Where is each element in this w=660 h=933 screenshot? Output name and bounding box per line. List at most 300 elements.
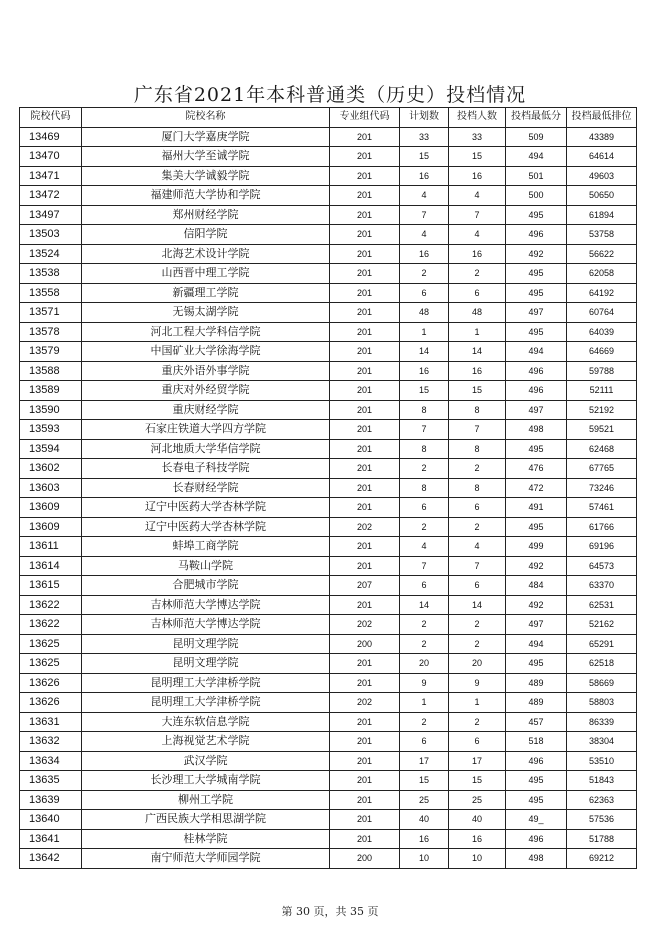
school-code-cell: 13603 [20, 478, 82, 498]
admitted-count-cell: 16 [449, 244, 506, 264]
min-rank-cell: 58669 [567, 673, 637, 693]
school-code-cell: 13594 [20, 439, 82, 459]
admitted-count-cell: 1 [449, 322, 506, 342]
min-score-cell: 494 [506, 147, 567, 167]
school-name-cell: 长春财经学院 [82, 478, 330, 498]
table-row [20, 342, 637, 362]
admitted-count-cell: 14 [449, 595, 506, 615]
plan-count-cell: 48 [400, 303, 449, 323]
min-rank-cell: 69196 [567, 537, 637, 557]
school-code-cell: 13503 [20, 225, 82, 245]
school-name-cell: 大连东软信息学院 [82, 712, 330, 732]
school-name-cell: 辽宁中医药大学杏林学院 [82, 498, 330, 518]
school-name-cell: 河北工程大学科信学院 [82, 322, 330, 342]
min-score-cell: 498 [506, 420, 567, 440]
school-code-cell: 13609 [20, 517, 82, 537]
plan-count-cell: 16 [400, 244, 449, 264]
admitted-count-cell: 16 [449, 166, 506, 186]
table-row [20, 829, 637, 849]
plan-count-cell: 20 [400, 654, 449, 674]
min-rank-cell: 62058 [567, 264, 637, 284]
school-name-cell: 吉林师范大学博达学院 [82, 595, 330, 615]
school-name-cell: 上海视觉艺术学院 [82, 732, 330, 752]
table-header-row [20, 108, 637, 128]
table-row [20, 225, 637, 245]
table-row [20, 576, 637, 596]
school-code-cell: 13641 [20, 829, 82, 849]
min-score-cell: 495 [506, 517, 567, 537]
min-score-cell: 495 [506, 439, 567, 459]
school-name-cell: 昆明理工大学津桥学院 [82, 673, 330, 693]
admitted-count-cell: 2 [449, 615, 506, 635]
plan-count-cell: 15 [400, 771, 449, 791]
page-title: 广东省2021年本科普通类（历史）投档情况 [133, 84, 527, 106]
school-code-cell: 13571 [20, 303, 82, 323]
min-rank-cell: 57461 [567, 498, 637, 518]
admitted-count-cell: 2 [449, 264, 506, 284]
min-score-cell: 457 [506, 712, 567, 732]
school-code-cell: 13469 [20, 127, 82, 147]
min-rank-cell: 64192 [567, 283, 637, 303]
plan-count-cell: 14 [400, 595, 449, 615]
table-row [20, 205, 637, 225]
group-code-cell: 201 [330, 225, 400, 245]
min-score-cell: 498 [506, 849, 567, 869]
school-name-cell: 重庆对外经贸学院 [82, 381, 330, 401]
plan-count-cell: 15 [400, 381, 449, 401]
group-code-cell: 201 [330, 342, 400, 362]
table-row [20, 166, 637, 186]
admitted-count-cell: 2 [449, 634, 506, 654]
group-code-cell: 201 [330, 790, 400, 810]
table-row [20, 615, 637, 635]
min-score-cell: 492 [506, 556, 567, 576]
school-name-cell: 吉林师范大学博达学院 [82, 615, 330, 635]
group-code-cell: 201 [330, 732, 400, 752]
admitted-count-cell: 7 [449, 205, 506, 225]
min-score-cell: 501 [506, 166, 567, 186]
min-rank-cell: 56622 [567, 244, 637, 264]
school-code-cell: 13579 [20, 342, 82, 362]
admission-table [19, 107, 637, 869]
school-code-cell: 13558 [20, 283, 82, 303]
plan-count-cell: 6 [400, 576, 449, 596]
group-code-cell: 202 [330, 693, 400, 713]
plan-count-cell: 2 [400, 712, 449, 732]
school-code-cell: 13625 [20, 634, 82, 654]
admitted-count-cell: 16 [449, 361, 506, 381]
min-score-cell: 497 [506, 303, 567, 323]
admitted-count-cell: 7 [449, 420, 506, 440]
admitted-count-cell: 2 [449, 459, 506, 479]
column-header-admitted: 投档人数 [449, 108, 506, 128]
school-code-cell: 13602 [20, 459, 82, 479]
admitted-count-cell: 20 [449, 654, 506, 674]
group-code-cell: 201 [330, 205, 400, 225]
group-code-cell: 201 [330, 420, 400, 440]
school-code-cell: 13472 [20, 186, 82, 206]
group-code-cell: 201 [330, 459, 400, 479]
plan-count-cell: 33 [400, 127, 449, 147]
group-code-cell: 201 [330, 654, 400, 674]
school-name-cell: 无锡太湖学院 [82, 303, 330, 323]
min-score-cell: 495 [506, 771, 567, 791]
admitted-count-cell: 14 [449, 342, 506, 362]
column-header-min-score: 投档最低分 [506, 108, 567, 128]
plan-count-cell: 7 [400, 420, 449, 440]
plan-count-cell: 15 [400, 147, 449, 167]
group-code-cell: 201 [330, 673, 400, 693]
school-name-cell: 福建师范大学协和学院 [82, 186, 330, 206]
table-row [20, 537, 637, 557]
min-score-cell: 472 [506, 478, 567, 498]
group-code-cell: 202 [330, 615, 400, 635]
group-code-cell: 201 [330, 595, 400, 615]
min-rank-cell: 49603 [567, 166, 637, 186]
school-name-cell: 石家庄铁道大学四方学院 [82, 420, 330, 440]
group-code-cell: 201 [330, 186, 400, 206]
min-score-cell: 495 [506, 264, 567, 284]
admitted-count-cell: 6 [449, 732, 506, 752]
table-row [20, 810, 637, 830]
table-row [20, 693, 637, 713]
plan-count-cell: 2 [400, 517, 449, 537]
table-row [20, 439, 637, 459]
min-score-cell: 496 [506, 361, 567, 381]
min-rank-cell: 38304 [567, 732, 637, 752]
min-rank-cell: 67765 [567, 459, 637, 479]
admitted-count-cell: 6 [449, 283, 506, 303]
plan-count-cell: 40 [400, 810, 449, 830]
school-name-cell: 河北地质大学华信学院 [82, 439, 330, 459]
admitted-count-cell: 4 [449, 225, 506, 245]
group-code-cell: 201 [330, 147, 400, 167]
min-score-cell: 491 [506, 498, 567, 518]
table-row [20, 322, 637, 342]
column-header-school-name: 院校名称 [82, 108, 330, 128]
school-name-cell: 重庆财经学院 [82, 400, 330, 420]
school-code-cell: 13639 [20, 790, 82, 810]
min-score-cell: 494 [506, 634, 567, 654]
min-rank-cell: 62518 [567, 654, 637, 674]
school-code-cell: 13614 [20, 556, 82, 576]
admitted-count-cell: 2 [449, 517, 506, 537]
min-score-cell: 495 [506, 654, 567, 674]
group-code-cell: 201 [330, 498, 400, 518]
admitted-count-cell: 4 [449, 186, 506, 206]
admitted-count-cell: 40 [449, 810, 506, 830]
group-code-cell: 201 [330, 322, 400, 342]
admitted-count-cell: 7 [449, 556, 506, 576]
min-score-cell: 495 [506, 283, 567, 303]
group-code-cell: 200 [330, 634, 400, 654]
school-name-cell: 昆明文理学院 [82, 654, 330, 674]
min-rank-cell: 64669 [567, 342, 637, 362]
group-code-cell: 201 [330, 127, 400, 147]
min-rank-cell: 52111 [567, 381, 637, 401]
table-row [20, 654, 637, 674]
admitted-count-cell: 8 [449, 439, 506, 459]
admitted-count-cell: 6 [449, 498, 506, 518]
min-rank-cell: 61894 [567, 205, 637, 225]
school-name-cell: 集美大学诚毅学院 [82, 166, 330, 186]
school-name-cell: 蚌埠工商学院 [82, 537, 330, 557]
school-code-cell: 13626 [20, 673, 82, 693]
group-code-cell: 202 [330, 517, 400, 537]
plan-count-cell: 25 [400, 790, 449, 810]
table-row [20, 264, 637, 284]
group-code-cell: 201 [330, 771, 400, 791]
admitted-count-cell: 6 [449, 576, 506, 596]
column-header-school-code: 院校代码 [20, 108, 82, 128]
min-score-cell: 49_ [506, 810, 567, 830]
min-score-cell: 496 [506, 381, 567, 401]
min-rank-cell: 62468 [567, 439, 637, 459]
min-rank-cell: 53758 [567, 225, 637, 245]
min-rank-cell: 57536 [567, 810, 637, 830]
school-name-cell: 新疆理工学院 [82, 283, 330, 303]
min-score-cell: 497 [506, 615, 567, 635]
plan-count-cell: 2 [400, 264, 449, 284]
school-name-cell: 广西民族大学相思湖学院 [82, 810, 330, 830]
group-code-cell: 201 [330, 712, 400, 732]
school-code-cell: 13622 [20, 615, 82, 635]
plan-count-cell: 16 [400, 829, 449, 849]
plan-count-cell: 7 [400, 205, 449, 225]
school-name-cell: 武汉学院 [82, 751, 330, 771]
plan-count-cell: 7 [400, 556, 449, 576]
min-score-cell: 495 [506, 790, 567, 810]
school-name-cell: 重庆外语外事学院 [82, 361, 330, 381]
min-rank-cell: 63370 [567, 576, 637, 596]
group-code-cell: 201 [330, 244, 400, 264]
school-code-cell: 13631 [20, 712, 82, 732]
min-rank-cell: 64573 [567, 556, 637, 576]
min-rank-cell: 50650 [567, 186, 637, 206]
min-rank-cell: 69212 [567, 849, 637, 869]
admitted-count-cell: 16 [449, 829, 506, 849]
min-rank-cell: 61766 [567, 517, 637, 537]
admitted-count-cell: 8 [449, 400, 506, 420]
min-rank-cell: 64039 [567, 322, 637, 342]
min-rank-cell: 52162 [567, 615, 637, 635]
admitted-count-cell: 15 [449, 381, 506, 401]
group-code-cell: 200 [330, 849, 400, 869]
admitted-count-cell: 9 [449, 673, 506, 693]
min-rank-cell: 73246 [567, 478, 637, 498]
group-code-cell: 201 [330, 537, 400, 557]
column-header-group-code: 专业组代码 [330, 108, 400, 128]
admitted-count-cell: 4 [449, 537, 506, 557]
school-code-cell: 13615 [20, 576, 82, 596]
table-row [20, 127, 637, 147]
school-name-cell: 中国矿业大学徐海学院 [82, 342, 330, 362]
table-row [20, 478, 637, 498]
min-score-cell: 500 [506, 186, 567, 206]
admitted-count-cell: 48 [449, 303, 506, 323]
school-code-cell: 13611 [20, 537, 82, 557]
admitted-count-cell: 2 [449, 712, 506, 732]
group-code-cell: 207 [330, 576, 400, 596]
table-row [20, 751, 637, 771]
school-code-cell: 13590 [20, 400, 82, 420]
plan-count-cell: 1 [400, 322, 449, 342]
group-code-cell: 201 [330, 303, 400, 323]
school-code-cell: 13538 [20, 264, 82, 284]
school-name-cell: 山西晋中理工学院 [82, 264, 330, 284]
school-name-cell: 昆明理工大学津桥学院 [82, 693, 330, 713]
min-score-cell: 489 [506, 673, 567, 693]
admitted-count-cell: 15 [449, 771, 506, 791]
admitted-count-cell: 1 [449, 693, 506, 713]
plan-count-cell: 6 [400, 498, 449, 518]
min-rank-cell: 58803 [567, 693, 637, 713]
table-row [20, 595, 637, 615]
min-score-cell: 489 [506, 693, 567, 713]
admitted-count-cell: 8 [449, 478, 506, 498]
school-name-cell: 郑州财经学院 [82, 205, 330, 225]
plan-count-cell: 16 [400, 361, 449, 381]
min-score-cell: 492 [506, 244, 567, 264]
group-code-cell: 201 [330, 810, 400, 830]
table-row [20, 283, 637, 303]
min-rank-cell: 59788 [567, 361, 637, 381]
school-code-cell: 13588 [20, 361, 82, 381]
plan-count-cell: 2 [400, 459, 449, 479]
min-score-cell: 484 [506, 576, 567, 596]
page-footer: 第 30 页，共 35 页 [281, 905, 379, 918]
min-rank-cell: 43389 [567, 127, 637, 147]
school-code-cell: 13470 [20, 147, 82, 167]
school-code-cell: 13578 [20, 322, 82, 342]
school-name-cell: 南宁师范大学师园学院 [82, 849, 330, 869]
table-row [20, 147, 637, 167]
column-header-plan: 计划数 [400, 108, 449, 128]
school-name-cell: 长沙理工大学城南学院 [82, 771, 330, 791]
plan-count-cell: 9 [400, 673, 449, 693]
plan-count-cell: 2 [400, 615, 449, 635]
school-name-cell: 辽宁中医药大学杏林学院 [82, 517, 330, 537]
table-row [20, 517, 637, 537]
plan-count-cell: 10 [400, 849, 449, 869]
table-row [20, 381, 637, 401]
school-name-cell: 福州大学至诚学院 [82, 147, 330, 167]
table-row [20, 790, 637, 810]
table-row [20, 303, 637, 323]
table-row [20, 244, 637, 264]
min-rank-cell: 62531 [567, 595, 637, 615]
admitted-count-cell: 15 [449, 147, 506, 167]
plan-count-cell: 6 [400, 732, 449, 752]
school-code-cell: 13640 [20, 810, 82, 830]
school-code-cell: 13626 [20, 693, 82, 713]
min-score-cell: 518 [506, 732, 567, 752]
group-code-cell: 201 [330, 166, 400, 186]
plan-count-cell: 4 [400, 225, 449, 245]
admitted-count-cell: 33 [449, 127, 506, 147]
school-name-cell: 北海艺术设计学院 [82, 244, 330, 264]
admitted-count-cell: 17 [449, 751, 506, 771]
group-code-cell: 201 [330, 283, 400, 303]
min-rank-cell: 86339 [567, 712, 637, 732]
school-name-cell: 厦门大学嘉庚学院 [82, 127, 330, 147]
plan-count-cell: 17 [400, 751, 449, 771]
school-code-cell: 13634 [20, 751, 82, 771]
school-code-cell: 13524 [20, 244, 82, 264]
plan-count-cell: 1 [400, 693, 449, 713]
school-name-cell: 信阳学院 [82, 225, 330, 245]
table-row [20, 420, 637, 440]
min-score-cell: 494 [506, 342, 567, 362]
school-code-cell: 13609 [20, 498, 82, 518]
group-code-cell: 201 [330, 439, 400, 459]
min-score-cell: 476 [506, 459, 567, 479]
plan-count-cell: 2 [400, 634, 449, 654]
table-row [20, 712, 637, 732]
min-score-cell: 496 [506, 829, 567, 849]
min-score-cell: 497 [506, 400, 567, 420]
table-row [20, 400, 637, 420]
school-code-cell: 13625 [20, 654, 82, 674]
min-rank-cell: 59521 [567, 420, 637, 440]
table-row [20, 459, 637, 479]
school-code-cell: 13593 [20, 420, 82, 440]
min-score-cell: 496 [506, 225, 567, 245]
group-code-cell: 201 [330, 478, 400, 498]
min-score-cell: 496 [506, 751, 567, 771]
table-row [20, 849, 637, 869]
school-name-cell: 马鞍山学院 [82, 556, 330, 576]
group-code-cell: 201 [330, 829, 400, 849]
min-score-cell: 499 [506, 537, 567, 557]
table-row [20, 556, 637, 576]
school-code-cell: 13497 [20, 205, 82, 225]
plan-count-cell: 6 [400, 283, 449, 303]
min-score-cell: 495 [506, 322, 567, 342]
group-code-cell: 201 [330, 361, 400, 381]
school-name-cell: 昆明文理学院 [82, 634, 330, 654]
plan-count-cell: 14 [400, 342, 449, 362]
table-row [20, 498, 637, 518]
min-rank-cell: 53510 [567, 751, 637, 771]
min-rank-cell: 60764 [567, 303, 637, 323]
plan-count-cell: 8 [400, 400, 449, 420]
min-rank-cell: 52192 [567, 400, 637, 420]
group-code-cell: 201 [330, 264, 400, 284]
min-score-cell: 509 [506, 127, 567, 147]
school-code-cell: 13471 [20, 166, 82, 186]
table-row [20, 634, 637, 654]
school-name-cell: 桂林学院 [82, 829, 330, 849]
school-code-cell: 13642 [20, 849, 82, 869]
min-rank-cell: 64614 [567, 147, 637, 167]
plan-count-cell: 8 [400, 439, 449, 459]
table-row [20, 732, 637, 752]
plan-count-cell: 16 [400, 166, 449, 186]
min-score-cell: 492 [506, 595, 567, 615]
table-body [20, 127, 637, 868]
admitted-count-cell: 10 [449, 849, 506, 869]
table-row [20, 186, 637, 206]
plan-count-cell: 4 [400, 186, 449, 206]
plan-count-cell: 4 [400, 537, 449, 557]
group-code-cell: 201 [330, 400, 400, 420]
school-name-cell: 长春电子科技学院 [82, 459, 330, 479]
school-code-cell: 13622 [20, 595, 82, 615]
school-code-cell: 13589 [20, 381, 82, 401]
plan-count-cell: 8 [400, 478, 449, 498]
min-rank-cell: 51788 [567, 829, 637, 849]
